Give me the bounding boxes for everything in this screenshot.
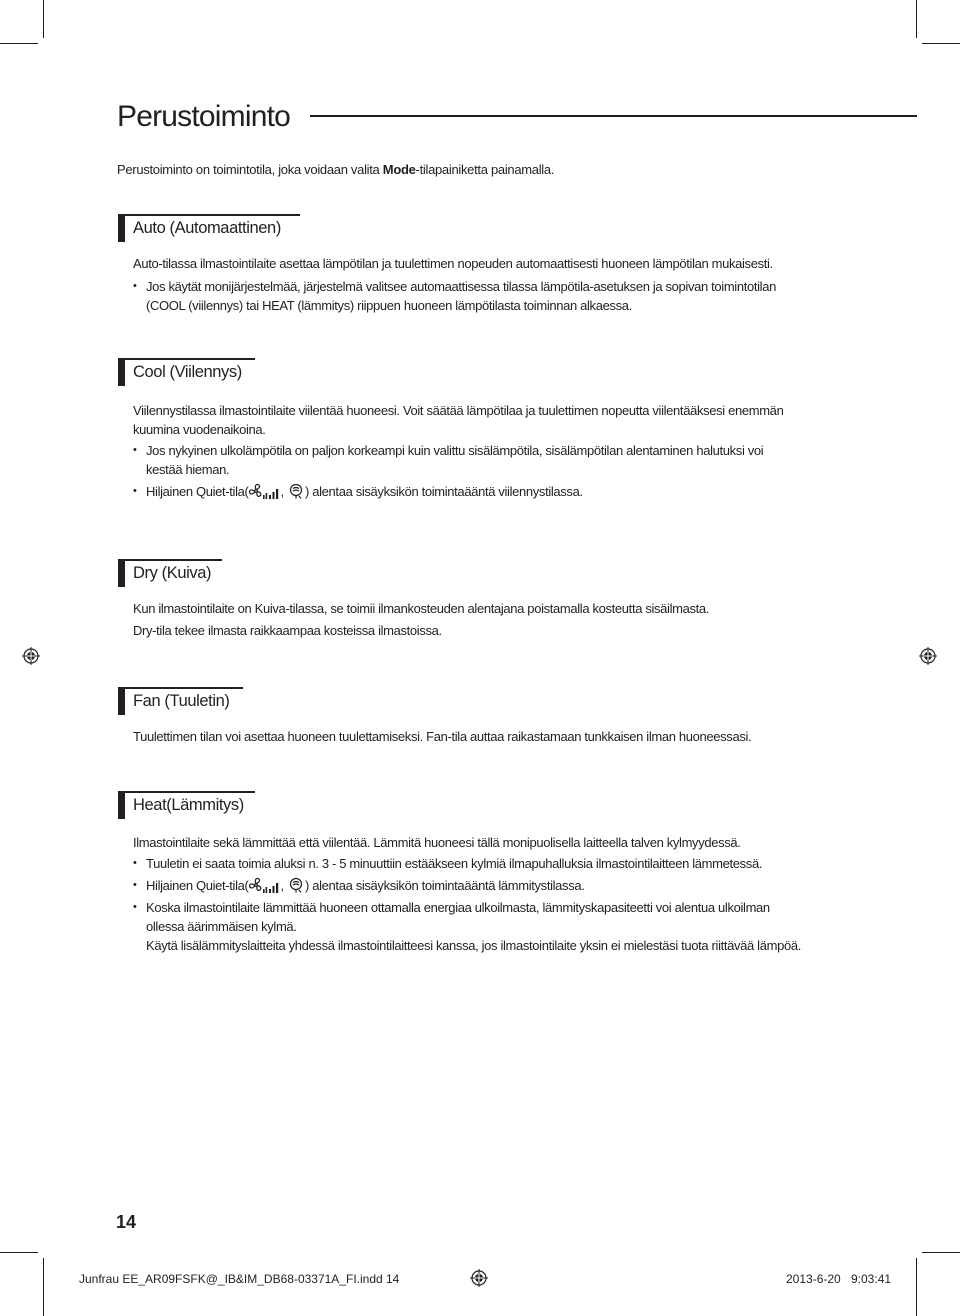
heading-rule [125, 791, 255, 793]
bullet-mark: • [133, 280, 137, 292]
bullet-mark: • [133, 901, 137, 913]
intro-text [117, 162, 554, 177]
intro-post: -tilapainiketta painamalla. [415, 162, 555, 177]
bullet-text: (COOL (viilennys) tai HEAT (lämmitys) riippuen huoneen lämpötilasta toiminnan alkaessa. [146, 298, 632, 313]
quiet-wind-icon [287, 877, 305, 899]
list-item [133, 482, 583, 505]
title-rule [310, 115, 917, 117]
dry-paragraph: Dry-tila tekee ilmasta raikkaampaa kosteissa ilmastoissa. [133, 623, 442, 638]
bullet-mark: • [133, 857, 137, 869]
crop-mark [43, 0, 44, 38]
bullet-text: ollessa äärimmäisen kylmä. [146, 919, 297, 934]
heat-paragraph: Ilmastointilaite sekä lämmittää että viilentää. Lämmitä huoneesi tällä monipuolisella laitteella talven kylmyydessä. [133, 835, 741, 850]
list-item [133, 854, 762, 873]
cool-paragraph-line: Viilennystilassa ilmastointilaite viilentää huoneesi. Voit säätää lämpötilaa ja tuulettimen nopeutta viilentääksesi enemmän [133, 403, 784, 418]
heading-bar [118, 791, 125, 819]
heading-heat: Heat(Lämmitys) [133, 796, 244, 814]
signal-bars-icon [268, 483, 280, 505]
heading-rule [125, 559, 222, 561]
page-number: 14 [116, 1212, 137, 1232]
page-title: Perustoiminto [117, 100, 291, 133]
quiet-post: ) alentaa sisäyksikön toimintaääntä viilennystilassa. [305, 484, 583, 499]
crop-mark [916, 0, 917, 38]
crop-mark [922, 1252, 960, 1253]
dry-paragraph: Kun ilmastointilaite on Kuiva-tilassa, se toimii ilmankosteuden alentajana poistamalla kosteutta sisäilmasta. [133, 601, 710, 616]
footer-file-name: Junfrau EE_AR09FSFK@_IB&IM_DB68-03371A_FI.indd 14 [79, 1272, 400, 1286]
heading-bar [118, 559, 125, 587]
auto-paragraph: Auto-tilassa ilmastointilaite asettaa lämpötilan ja tuulettimen nopeuden automaattisesti huoneen lämpötilan mukaisesti. [133, 256, 773, 271]
bullet-text: Jos käytät monijärjestelmää, järjestelmä valitsee automaattisessa tilassa lämpötila-asetuksen ja sopivan toimintotilan [146, 279, 776, 294]
crop-mark [43, 1258, 44, 1316]
list-item [133, 898, 801, 955]
fan-icon [248, 877, 268, 899]
heading-cool: Cool (Viilennys) [133, 363, 242, 381]
intro-pre: Perustoiminto on toimintotila, joka voidaan valita [117, 162, 383, 177]
heading-bar [118, 358, 125, 386]
heading-rule [125, 687, 243, 689]
heading-bar [118, 687, 125, 715]
heading-dry: Dry (Kuiva) [133, 564, 212, 582]
heading-bar [118, 214, 125, 242]
quiet-sep: , [280, 484, 288, 499]
crop-mark [0, 1252, 38, 1253]
footer-date: 2013-6-20 [786, 1272, 841, 1286]
fan-icon [248, 483, 268, 505]
registration-mark-icon [470, 1269, 488, 1287]
heading-fan: Fan (Tuuletin) [133, 692, 230, 710]
bullet-text-quiet [133, 876, 585, 899]
crop-mark [922, 43, 960, 44]
bullet-mark: • [133, 485, 137, 497]
bullet-text: Koska ilmastointilaite lämmittää huoneen ottamalla energiaa ulkoilmasta, lämmityskapasiteetti voi alentua ulkoilman [146, 900, 770, 915]
quiet-sep: , [280, 878, 288, 893]
crop-mark [916, 1258, 917, 1316]
heading-rule [125, 358, 255, 360]
list-item [133, 277, 776, 315]
signal-bars-icon [268, 877, 280, 899]
bullet-text: Tuuletin ei saata toimia aluksi n. 3 - 5 minuuttiin estääkseen kylmiä ilmapuhalluksia ilmastointilaitteen lämmetessä. [146, 856, 763, 871]
bullet-text-quiet [133, 482, 583, 505]
registration-mark-icon [919, 647, 937, 665]
quiet-pre: Hiljainen Quiet-tila( [146, 484, 249, 499]
quiet-pre: Hiljainen Quiet-tila( [146, 878, 249, 893]
fan-paragraph: Tuulettimen tilan voi asettaa huoneen tuulettamiseksi. Fan-tila auttaa raikastamaan tunkkaisen ilman huoneessasi. [133, 729, 752, 744]
quiet-post: ) alentaa sisäyksikön toimintaääntä lämmitystilassa. [305, 878, 585, 893]
registration-mark-icon [22, 647, 40, 665]
list-item [133, 876, 585, 899]
cool-paragraph-line: kuumina vuodenaikoina. [133, 422, 266, 437]
crop-mark [0, 43, 38, 44]
bullet-mark: • [133, 879, 137, 891]
bullet-mark: • [133, 444, 137, 456]
mode-button-name: Mode [382, 162, 416, 177]
cool-paragraph [133, 401, 783, 439]
quiet-wind-icon [287, 483, 305, 505]
heading-auto: Auto (Automaattinen) [133, 219, 281, 237]
footer-time: 9:03:41 [851, 1272, 892, 1286]
bullet-text: Jos nykyinen ulkolämpötila on paljon korkeampi kuin valittu sisälämpötila, sisälämpötilan alentaminen halutuksi voi [146, 443, 764, 458]
heading-rule [125, 214, 300, 216]
bullet-text: Käytä lisälämmityslaitteita yhdessä ilmastointilaitteesi kanssa, jos ilmastointilaite yksin ei mielestäsi tuota riittävää lämpöä. [146, 938, 801, 953]
list-item [133, 441, 763, 479]
bullet-text: kestää hieman. [146, 462, 230, 477]
